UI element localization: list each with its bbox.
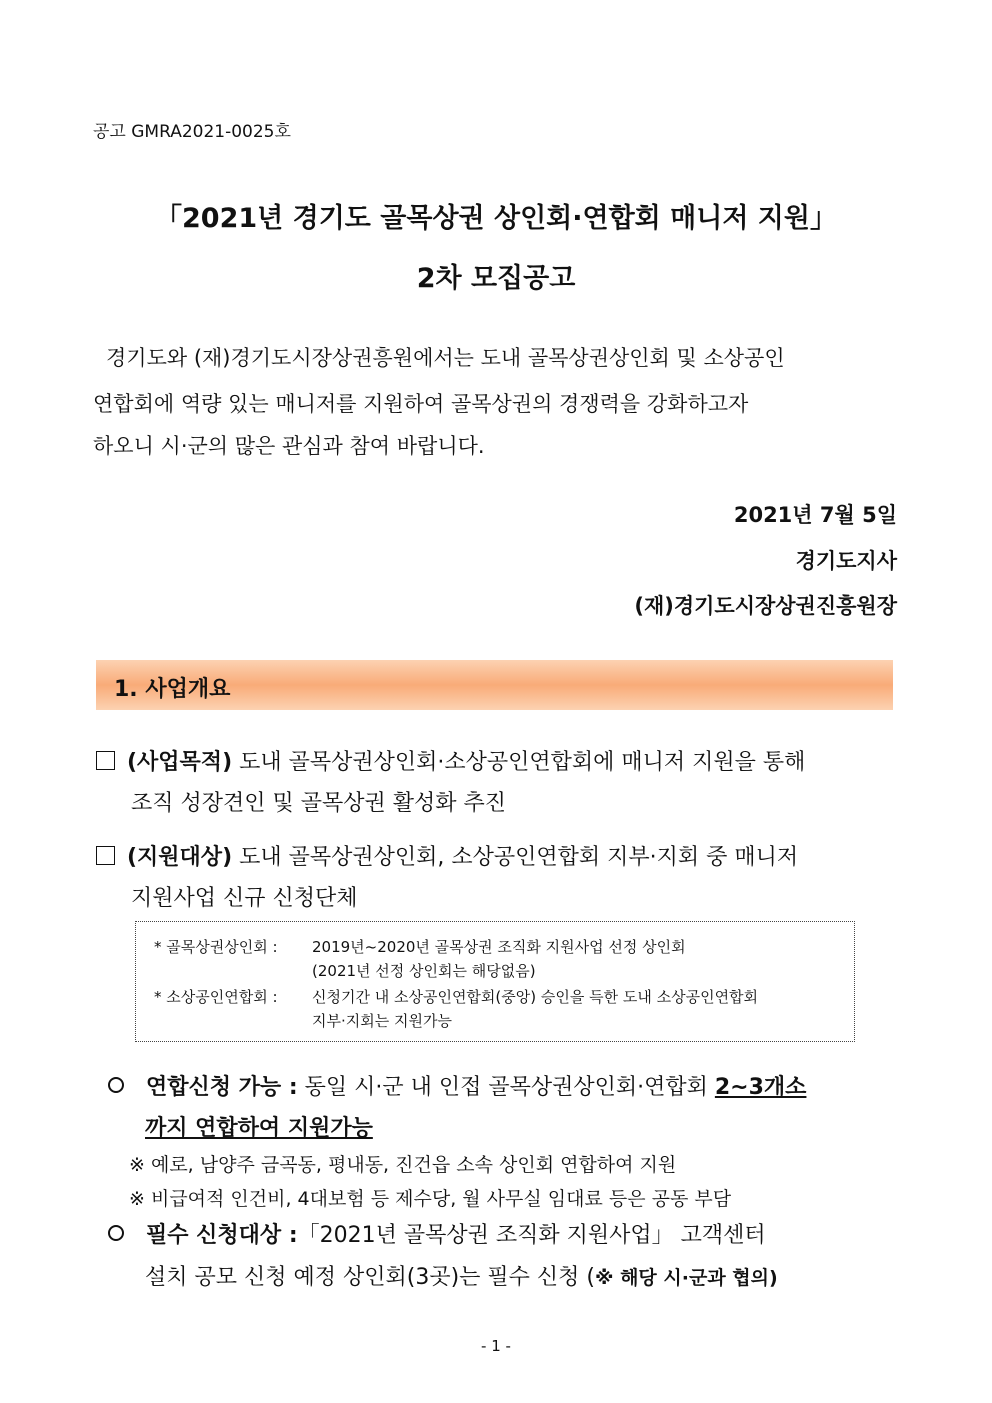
intro-line-3: 하오니 시·군의 많은 관심과 참여 바랍니다. [93, 434, 485, 458]
required-text: 「2021년 골목상권 조직화 지원사업」 고객센터 [297, 1223, 766, 1248]
checkbox-square-icon [96, 846, 115, 865]
target-text: 도내 골목상권상인회, 소상공인연합회 지부·지회 중 매니저 [232, 845, 799, 870]
note-2-label: * 소상공인연합회 : [154, 988, 278, 1006]
document-subtitle: 2차 모집공고 [416, 263, 576, 294]
circle-bullet-icon [108, 1077, 124, 1093]
note-1-text-cont: (2021년 선정 상인회는 해당없음) [312, 962, 536, 980]
required-label: 필수 신청대상 : [146, 1223, 298, 1248]
target-text-cont: 지원사업 신규 신청단체 [131, 886, 358, 911]
intro-line-1: 경기도와 (재)경기도시장상권흥원에서는 도내 골목상권상인회 및 소상공인 [106, 346, 785, 370]
joint-highlight: 2~3개소 [714, 1075, 807, 1100]
joint-text: 동일 시·군 내 인접 골목상권상인회·연합회 [297, 1075, 715, 1100]
joint-highlight-cont: 까지 연합하여 지원가능 [145, 1116, 373, 1141]
section-header-bar [96, 660, 893, 710]
joint-reference-2: ※ 비급여적 인건비, 4대보험 등 제수당, 월 사무실 임대료 등은 공동 부담 [129, 1188, 732, 1210]
notice-date: 2021년 7월 5일 [733, 503, 897, 527]
page-number: - 1 - [481, 1337, 511, 1355]
joint-reference-1: ※ 예로, 남양주 금곡동, 평내동, 진건읍 소속 상인회 연합하여 지원 [129, 1154, 677, 1176]
checkbox-square-icon [96, 751, 115, 770]
intro-line-2: 연합회에 역량 있는 매니저를 지원하여 골목상권의 경쟁력을 강화하고자 [93, 392, 749, 416]
target-item [96, 840, 798, 871]
note-1-label: * 골목상권상인회 : [154, 938, 278, 956]
required-text-cont [145, 1260, 778, 1291]
joint-application-item [108, 1070, 806, 1101]
note-2-text-cont: 지부·지회는 지원가능 [312, 1012, 452, 1030]
joint-label: 연합신청 가능 : [146, 1075, 298, 1100]
required-application-item [108, 1218, 766, 1249]
note-1-text: 2019년~2020년 골목상권 조직화 지원사업 선정 상인회 [312, 938, 686, 956]
issuer-governor: 경기도지사 [795, 549, 897, 573]
issuer-agency: (재)경기도시장상권진흥원장 [634, 594, 897, 618]
required-remark: ※ 해당 시·군과 협의) [594, 1267, 778, 1289]
notice-number: 공고 GMRA2021-0025호 [93, 122, 291, 142]
note-box [135, 921, 855, 1042]
purpose-item [96, 745, 805, 776]
note-2-text: 신청기간 내 소상공인연합회(중앙) 승인을 득한 도내 소상공인연합회 [312, 988, 759, 1006]
purpose-label: (사업목적) [127, 750, 233, 775]
purpose-text: 도내 골목상권상인회·소상공인연합회에 매니저 지원을 통해 [232, 750, 806, 775]
purpose-text-cont: 조직 성장견인 및 골목상권 활성화 추진 [131, 791, 506, 816]
required-text-2: 설치 공모 신청 예정 상인회(3곳)는 필수 신청 ( [145, 1265, 595, 1290]
target-label: (지원대상) [127, 845, 233, 870]
section-title: 1. 사업개요 [114, 677, 231, 702]
document-title: 「2021년 경기도 골목상권 상인회·연합회 매니저 지원」 [155, 203, 837, 234]
joint-text-cont [145, 1111, 373, 1142]
circle-bullet-icon [108, 1225, 124, 1241]
